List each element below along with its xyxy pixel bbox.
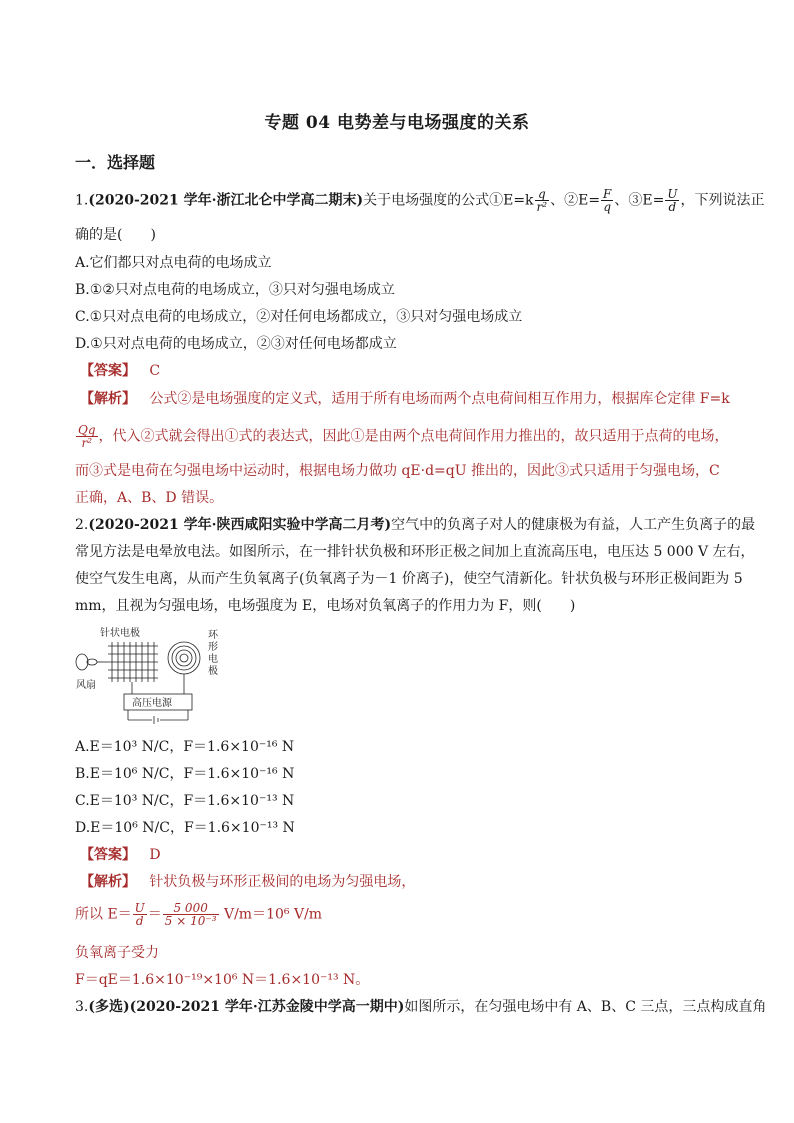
q2-stem-line2: 常见方法是电晕放电法。如图所示，在一排针状负极和环形正极之间加上直流高压电，电压达 5 000 V 左右， [75, 544, 755, 560]
q2-analysis-tag: 【解析】 [80, 874, 136, 890]
q2-option-c: C.E＝10³ N/C，F＝1.6×10⁻¹³ N [75, 793, 295, 809]
q2-calc-line: 所以 E＝ $\frac{U}{d}$ ＝ $\frac{5 000}{\text{5 × 10⁻³}}$ V/m＝10⁶ V/m [75, 901, 323, 928]
ring-electrode-spiral [168, 642, 200, 674]
q2-analysis-line3: 负氧离子受力 [75, 945, 159, 961]
q1-stem-a: 关于电场强度的公式①E=k [363, 192, 534, 209]
svg-text:形: 形 [208, 642, 218, 653]
q1-formula1-fraction: $\frac{q}{\text{r²}}$ [536, 187, 548, 214]
q2-analysis-line1: 【解析】 针状负极与环形正极间的电场为匀强电场， [80, 874, 416, 890]
q1-option-a: A.它们都只对点电荷的电场成立 [75, 255, 272, 271]
q2-option-b: B.E＝10⁶ N/C，F＝1.6×10⁻¹⁶ N [75, 766, 295, 782]
q2-option-d: D.E＝10⁶ N/C，F＝1.6×10⁻¹³ N [75, 820, 295, 836]
q1-answer-tag: 【答案】 [80, 363, 136, 379]
q3-number: 3. [75, 999, 89, 1015]
q1-answer-value: C [149, 363, 161, 379]
q2-answer-value: D [149, 847, 161, 863]
q2-stem-line1: 2.(2020-2021 学年·陕西咸阳实验中学高二月考)空气中的负离子对人的健康极为有益，人工产生负离子的最 [75, 517, 756, 533]
q1-stem-d: ，下列说法正 [680, 192, 765, 209]
q2-stem-line3: 使空气发生电离，从而产生负氧离子(负氧离子为－1 价离子)，使空气清新化。针状负极与环形正极间距为 5 [75, 571, 743, 587]
q1-formula3-fraction: $\frac{U}{d}$ [667, 187, 678, 214]
q1-answer [80, 362, 160, 380]
q1-coulomb-fraction: $\frac{Qq}{\text{r²}}$ [78, 423, 96, 450]
q1-number: 1. [75, 192, 89, 209]
q1-analysis-line2: $\frac{Qq}{\text{r²}}$ ，代入②式就会得出①式的表达式，因此①是由两个点电荷间作用力推出的，故只适用于点荷的电场， [78, 423, 729, 450]
svg-text:极: 极 [208, 666, 218, 677]
page-title: 专题 04 电势差与电场强度的关系 [264, 113, 530, 133]
q2-stem-line4: mm，且视为匀强电场，电场强度为 E，电场对负氧离子的作用力为 F，则( ) [75, 598, 576, 614]
needle-electrode-grid [108, 642, 158, 682]
section-heading: 一．选择题 [75, 153, 156, 172]
q1-stem-c: 、③E= [614, 192, 665, 209]
figure-diagram [72, 626, 252, 726]
q1-option-b: B.①②只对点电荷的电场成立，③只对匀强电场成立 [75, 282, 395, 298]
q1-stem-line2: 确的是( ) [75, 227, 156, 243]
q1-analysis-tag: 【解析】 [80, 391, 136, 407]
svg-text:环: 环 [208, 630, 218, 641]
q1-analysis-line3: 而③式是电荷在匀强电场中运动时，根据电场力做功 qE·d=qU 推出的，因此③式只适用于匀强电场，C [75, 463, 720, 479]
q1-source: (2020-2021 学年·浙江北仑中学高二期末) [88, 192, 364, 209]
q1-stem-line1 [75, 188, 764, 213]
svg-text:电: 电 [208, 654, 218, 665]
q2-answer-tag: 【答案】 [80, 847, 136, 863]
q1-analysis-line1: 【解析】 公式②是电场强度的定义式，适用于所有电场而两个点电荷间相互作用力，根据库仑定律 F=k [80, 391, 730, 407]
q3-stem-line1: 3.(多选)(2020-2021 学年·江苏金陵中学高一期中)如图所示，在匀强电场中有 A、B、C 三点，三点构成直角 [75, 999, 767, 1015]
label-needle-electrode: 针状电极 [100, 628, 140, 639]
q2-answer [80, 846, 161, 864]
q2-option-a: A.E＝10³ N/C，F＝1.6×10⁻¹⁶ N [75, 739, 295, 755]
q2-number: 2. [75, 517, 89, 533]
q2-analysis-line4: F＝qE＝1.6×10⁻¹⁹×10⁶ N＝1.6×10⁻¹³ N。 [75, 972, 370, 988]
q2-calc-fraction1: $\frac{U}{d}$ [134, 901, 145, 928]
q1-option-d: D.①只对点电荷的电场成立，②③对任何电场都成立 [75, 336, 397, 352]
label-power-supply: 高压电源 [132, 698, 172, 709]
q1-option-c: C.①只对点电荷的电场成立，②对任何电场都成立，③只对匀强电场成立 [75, 309, 523, 325]
q1-stem-b: 、②E= [550, 192, 601, 209]
corona-discharge-figure [72, 626, 252, 726]
q2-source: (2020-2021 学年·陕西咸阳实验中学高二月考) [88, 517, 392, 533]
q1-formula2-fraction: $\frac{F}{q}$ [603, 187, 612, 214]
q1-analysis-line4: 正确，A、B、D 错误。 [75, 490, 224, 506]
fan-icon [76, 654, 108, 670]
q3-source: (多选)(2020-2021 学年·江苏金陵中学高一期中) [88, 999, 405, 1015]
label-fan: 风扇 [76, 680, 96, 691]
q2-calc-fraction2: $\frac{5 000}{\text{5 × 10⁻³}}$ [164, 901, 217, 928]
label-ring-electrode [208, 629, 219, 677]
